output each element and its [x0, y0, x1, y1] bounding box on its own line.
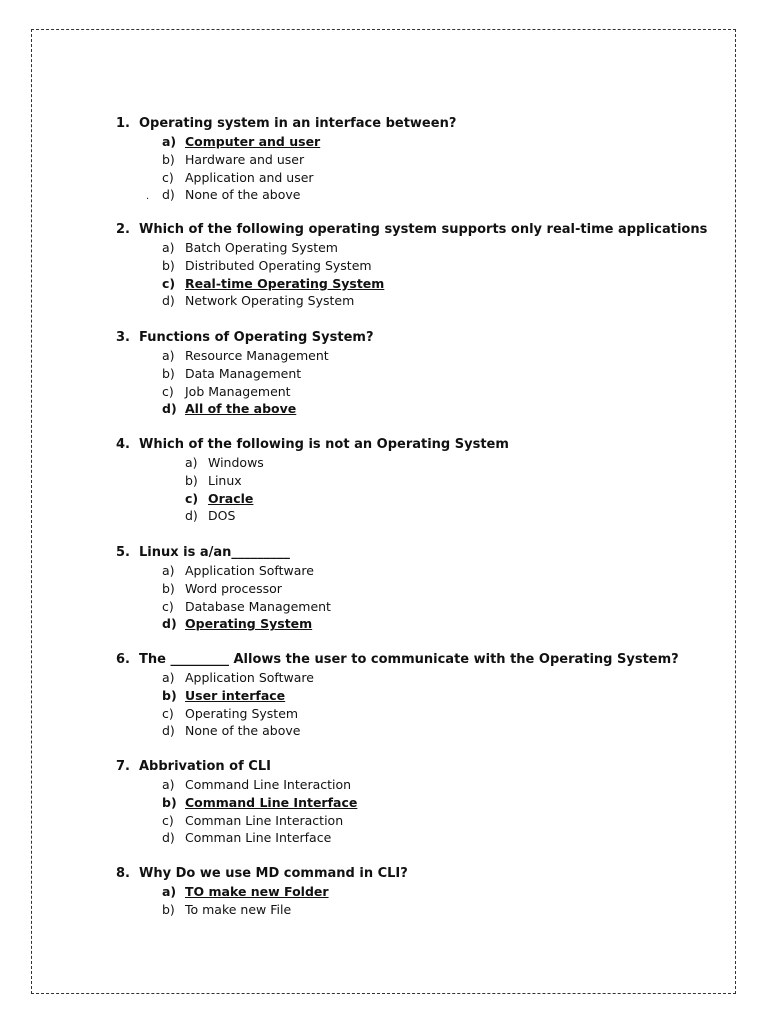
question-8-option-a-correct: [162, 884, 329, 900]
option-text: To make new File: [185, 901, 292, 917]
question-5-option-d-correct: [162, 616, 312, 632]
question-1-option-a-correct: [162, 134, 320, 150]
option-letter: c): [162, 705, 174, 721]
option-letter: c): [162, 275, 176, 291]
option-text: Word processor: [185, 580, 282, 596]
question-1-option-c: [162, 170, 314, 186]
question-6-option-b-correct: [162, 688, 285, 704]
question-text: Linux is a/an_________: [139, 545, 290, 560]
option-text: Database Management: [185, 598, 331, 614]
option-letter: c): [162, 598, 174, 614]
question-number: 4.: [116, 437, 130, 452]
option-text: Comman Line Interaction: [185, 812, 344, 828]
option-text: All of the above: [185, 401, 297, 417]
question-5-title: [116, 545, 290, 561]
option-letter: a): [162, 348, 175, 363]
option-text: None of the above: [185, 187, 301, 203]
stray-mark: .: [146, 191, 150, 202]
option-letter: b): [162, 257, 175, 273]
question-text: Operating system in an interface between?: [139, 116, 457, 131]
option-letter: b): [162, 580, 175, 596]
option-letter: d): [185, 508, 198, 524]
option-letter: b): [162, 365, 175, 381]
question-6-option-c: [162, 706, 298, 722]
question-text: Which of the following is not an Operating System: [139, 437, 509, 452]
question-number: 2.: [116, 222, 130, 237]
question-5-option-a: [162, 563, 314, 579]
question-2-option-c-correct: [162, 276, 384, 292]
option-text: Application and user: [185, 169, 314, 185]
option-letter: b): [162, 687, 177, 703]
question-7-option-d: [162, 830, 331, 846]
option-letter: d): [162, 723, 175, 739]
option-letter: a): [162, 563, 175, 578]
question-2-option-d: [162, 293, 354, 309]
option-text: Operating System: [185, 705, 299, 721]
question-8-option-b: [162, 902, 291, 918]
option-letter: b): [162, 151, 175, 167]
question-3-title: [116, 330, 374, 346]
question-1-option-b: [162, 152, 304, 168]
question-number: 5.: [116, 545, 130, 560]
option-letter: a): [162, 884, 177, 899]
question-3-option-b: [162, 366, 301, 382]
question-number: 6.: [116, 652, 130, 667]
option-text: Comman Line Interface: [185, 830, 332, 846]
option-letter: d): [162, 293, 175, 309]
option-letter: a): [162, 134, 177, 149]
option-letter: d): [162, 830, 175, 846]
option-text: Job Management: [185, 383, 291, 399]
option-text: Command Line Interaction: [185, 777, 352, 792]
option-letter: d): [162, 616, 177, 632]
question-5-option-b: [162, 581, 282, 597]
option-text: Network Operating System: [185, 293, 355, 309]
question-2-title: [116, 222, 707, 238]
question-text: Abbrivation of CLI: [139, 759, 271, 774]
option-text: Operating System: [185, 616, 313, 632]
option-text: Real-time Operating System: [185, 275, 385, 291]
question-7-title: [116, 759, 271, 775]
question-6-title: [116, 652, 679, 668]
question-4-option-c-correct: [185, 491, 253, 507]
option-text: Distributed Operating System: [185, 257, 372, 273]
question-2-option-a: [162, 240, 338, 256]
option-text: DOS: [208, 508, 236, 524]
option-text: Linux: [208, 472, 242, 488]
question-number: 3.: [116, 330, 130, 345]
question-text: Functions of Operating System?: [139, 330, 374, 345]
question-4-title: [116, 437, 509, 453]
option-letter: b): [162, 794, 177, 810]
option-text: Application Software: [185, 670, 314, 685]
question-4-option-a: [185, 455, 264, 471]
question-1-title: [116, 116, 456, 132]
option-letter: c): [162, 812, 174, 828]
option-text: Hardware and user: [185, 151, 305, 167]
question-text: Which of the following operating system supports only real-time applications: [139, 222, 708, 237]
question-7-option-c: [162, 813, 343, 829]
option-letter: a): [162, 670, 175, 685]
question-number: 1.: [116, 116, 130, 131]
option-letter: d): [162, 401, 177, 417]
option-letter: d): [162, 187, 175, 203]
question-7-option-a: [162, 777, 351, 793]
option-letter: a): [185, 455, 198, 470]
option-text: Application Software: [185, 563, 314, 578]
question-4-option-d: [185, 508, 235, 524]
option-text: Windows: [208, 455, 264, 470]
option-text: Resource Management: [185, 348, 329, 363]
question-3-option-a: [162, 348, 329, 364]
question-number: 8.: [116, 866, 130, 881]
option-letter: c): [162, 383, 174, 399]
option-letter: a): [162, 777, 175, 792]
question-text: Why Do we use MD command in CLI?: [139, 866, 408, 881]
option-text: Computer and user: [185, 134, 321, 149]
question-text: The _________ Allows the user to communicate with the Operating System?: [139, 652, 679, 667]
option-letter: a): [162, 240, 175, 255]
question-5-option-c: [162, 599, 331, 615]
option-letter: b): [162, 901, 175, 917]
question-3-option-d-correct: [162, 401, 296, 417]
question-4-option-b: [185, 473, 242, 489]
question-3-option-c: [162, 384, 291, 400]
option-text: Command Line Interface: [185, 794, 358, 810]
option-letter: c): [162, 169, 174, 185]
option-text: User interface: [185, 687, 286, 703]
question-6-option-d: [162, 723, 300, 739]
option-letter: c): [185, 490, 199, 506]
option-text: Batch Operating System: [185, 240, 338, 255]
option-letter: b): [185, 472, 198, 488]
option-text: Oracle: [208, 490, 254, 506]
question-6-option-a: [162, 670, 314, 686]
question-1-option-d: [162, 187, 300, 203]
option-text: TO make new Folder: [185, 884, 329, 899]
question-number: 7.: [116, 759, 130, 774]
page-border: [31, 29, 736, 994]
option-text: None of the above: [185, 723, 301, 739]
question-8-title: [116, 866, 408, 882]
question-2-option-b: [162, 258, 372, 274]
option-text: Data Management: [185, 365, 302, 381]
question-7-option-b-correct: [162, 795, 357, 811]
